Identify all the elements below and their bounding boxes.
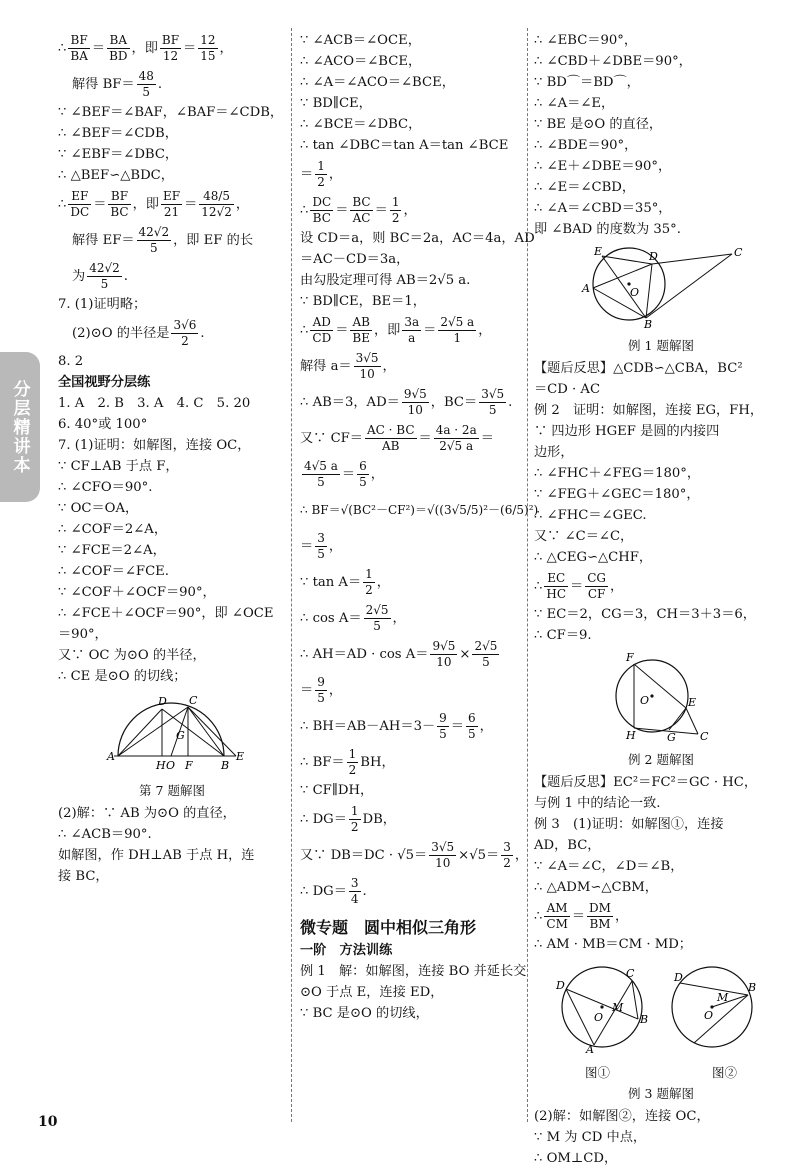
svg-text:D: D <box>674 971 683 984</box>
text-line: ∴ △BEF∽△BDC， <box>58 168 174 183</box>
text-line: (2)解：如解图②，连接 OC， <box>534 1109 710 1124</box>
text-line: ∴ ∠FHC＋∠FEG＝180°， <box>534 466 701 481</box>
equation: 解得 a＝ $\frac{3√5}{10}$ ， <box>300 350 396 381</box>
text-line: ∴ ∠ACO＝∠BCE， <box>300 54 422 69</box>
figure-example-3-diagram <box>534 959 788 1055</box>
text-line: 8. 2 <box>58 354 84 369</box>
subsection-title: 一阶 方法训练 <box>300 943 393 958</box>
text-line: ∴ ∠COF＝2∠A， <box>58 522 168 537</box>
text-line: ∴ CE 是⊙O 的切线； <box>58 669 187 684</box>
text-line: ∵ EC＝2，CG＝3，CH＝3＋3＝6， <box>534 607 756 622</box>
text-line: ∴ AM · MB＝CM · MD； <box>534 937 692 952</box>
figure-example-2 <box>534 650 788 770</box>
text-line: ∵ ∠FCE＝2∠A， <box>58 543 166 558</box>
equation: ∴ $\frac{EF}{DC}$ ＝ $\frac{BF}{BC}$ ，即 $\frac{EF}{21}$ ＝ $\frac{48/5}{12√2}$ ， <box>58 188 250 219</box>
equation: ∴ $\frac{AD}{CD}$ ＝ $\frac{AB}{BE}$ ，即 $\frac{3a}{a}$ ＝ $\frac{2√5 a}{1}$ ， <box>300 314 492 345</box>
figure-example-3 <box>534 959 788 1104</box>
text-line: ∴ ∠E＋∠DBE＝90°， <box>534 159 672 174</box>
svg-text:C: C <box>189 694 198 707</box>
text-line: AD，BC， <box>534 838 601 853</box>
text-line: 与例 1 中的结论一致. <box>534 796 661 811</box>
text-line: ∵ BD∥CE，BE＝1， <box>300 294 426 309</box>
svg-text:D: D <box>649 250 658 263</box>
svg-text:B: B <box>644 318 653 328</box>
text-line: (2)解：∵ AB 为⊙O 的直径， <box>58 806 236 821</box>
text-line: ∴ ∠EBC＝90°， <box>534 33 638 48</box>
svg-text:O: O <box>594 1011 604 1024</box>
text-line: ∵ M 为 CD 中点， <box>534 1130 647 1145</box>
equation: ∴ BH＝AB－AH＝3－ $\frac{9}{5}$ ＝ $\frac{6}{5}$ ， <box>300 710 493 741</box>
svg-text:D: D <box>158 695 167 708</box>
text-line: 又∵ OC 为⊙O 的半径， <box>58 648 206 663</box>
equation: ∴ BF＝√(BC²－CF²)＝√((3√5/5)²－(6/5)²) <box>300 502 539 517</box>
equation: ∴ DG＝ $\frac{3}{4}$ . <box>300 875 367 906</box>
text-line: ∴ CF＝9. <box>534 628 592 643</box>
text-line: ∴ ∠CFO＝90°. <box>58 480 153 495</box>
text-line: ∵ ∠BEF＝∠BAF，∠BAF＝∠CDB， <box>58 105 284 120</box>
figure-caption: 例 1 题解图 <box>628 338 694 353</box>
column-divider <box>291 28 292 1122</box>
column-3 <box>534 30 788 1169</box>
figure-caption: 第 7 题解图 <box>139 783 205 798</box>
figure-example-1-diagram <box>534 244 788 328</box>
equation: 又∵ DB＝DC · √5＝ $\frac{3√5}{10}$ ×√5＝ $\frac{3}{2}$ ， <box>300 839 529 870</box>
text-line: ∴ tan ∠DBC＝tan A＝tan ∠BCE <box>300 138 509 153</box>
text-line: ＝AC－CD＝3a， <box>300 252 410 267</box>
svg-text:O: O <box>166 759 176 772</box>
text-line: 6. 40°或 100° <box>58 417 148 432</box>
svg-text:M: M <box>612 1001 624 1014</box>
text-line: 例 1 解：如解图，连接 BO 并延长交 <box>300 964 527 979</box>
page-number: 10 <box>38 1114 58 1130</box>
svg-text:F: F <box>185 759 193 772</box>
text-line: 【题后反思】△CDB∽△CBA，BC² <box>534 361 743 376</box>
svg-text:O: O <box>704 1009 714 1022</box>
svg-text:B: B <box>748 981 757 994</box>
text-line: ∴ ∠A＝∠ACO＝∠BCE， <box>300 75 455 90</box>
text-line: 设 CD＝a，则 BC＝2a，AC＝4a，AD <box>300 231 535 246</box>
figure-example-1 <box>534 244 788 356</box>
text-line: 1. A 2. B 3. A 4. C 5. 20 <box>58 396 251 411</box>
text-line: ∴ ∠CBD＋∠DBE＝90°， <box>534 54 692 69</box>
svg-text:A: A <box>107 750 115 763</box>
equation: (2)⊙O 的半径是 $\frac{3√6}{2}$ . <box>72 317 205 348</box>
text-line: ∵ ∠A＝∠C，∠D＝∠B， <box>534 859 684 874</box>
equation: ＝ $\frac{3}{5}$ ， <box>300 530 343 561</box>
text-line: ∴ ∠A＝∠CBD＝35°， <box>534 201 672 216</box>
column-1 <box>58 30 286 887</box>
figure-subcaption-2: 图② <box>711 1065 737 1080</box>
text-line: ∵ 四边形 HGEF 是圆的内接四 <box>534 424 720 439</box>
text-line: 【题后反思】EC²＝FC²＝GC · HC， <box>534 775 758 790</box>
svg-text:H: H <box>156 759 166 772</box>
text-line: ∴ OM⊥CD， <box>534 1151 618 1166</box>
text-line: 例 2 证明：如解图，连接 EG，FH， <box>534 403 764 418</box>
text-line: ∴ ∠A＝∠E， <box>534 96 615 111</box>
svg-text:E: E <box>594 245 603 258</box>
equation: ∴ DG＝ $\frac{1}{2}$ DB， <box>300 803 396 834</box>
text-line: ＝90°， <box>58 627 108 642</box>
equation: ∴ $\frac{AM}{CM}$ ＝ $\frac{DM}{BM}$ ， <box>534 900 629 931</box>
text-line: ∵ BD∥CE， <box>300 96 372 111</box>
text-line: ∵ ∠FEG＋∠GEC＝180°， <box>534 487 700 502</box>
text-line: ∵ BC 是⊙O 的切线， <box>300 1006 429 1021</box>
svg-text:B: B <box>221 759 230 772</box>
text-line: ∴ ∠FCE＋∠OCF＝90°，即 ∠OCE <box>58 606 274 621</box>
equation: ∴ $\frac{BF}{BA}$ ＝ $\frac{BA}{BD}$ ，即 $\frac{BF}{12}$ ＝ $\frac{12}{15}$ ， <box>58 32 233 63</box>
svg-text:C: C <box>734 246 743 259</box>
text-line: ∴ ∠BDE＝90°， <box>534 138 638 153</box>
svg-text:C: C <box>700 730 709 742</box>
svg-text:A: A <box>586 1043 594 1055</box>
column-2 <box>300 30 539 1024</box>
text-line: ∴ ∠E＝∠CBD， <box>534 180 636 195</box>
text-line: 7. (1)证明：如解图，连接 OC， <box>58 438 251 453</box>
equation: 又∵ CF＝ $\frac{AC \cdot BC}{AB}$ ＝ $\frac{4a \cdot 2a}{2√5 a}$ ＝ <box>300 422 494 453</box>
figure-subcaption-1: 图① <box>584 1065 610 1080</box>
text-line: 由勾股定理可得 AB＝2√5 a. <box>300 273 471 288</box>
text-line: ∴ ∠BEF＝∠CDB， <box>58 126 178 141</box>
text-line: ∵ BD⌒＝BD⌒， <box>534 75 640 90</box>
equation: $\frac{4√5 a}{5}$ ＝ $\frac{6}{5}$ ， <box>304 458 384 489</box>
text-line: 例 3 (1)证明：如解图①，连接 <box>534 817 724 832</box>
svg-text:H: H <box>626 729 636 742</box>
section-heading: 全国视野分层练 <box>58 375 151 390</box>
equation: ∴ $\frac{DC}{BC}$ ＝ $\frac{BC}{AC}$ ＝ $\frac{1}{2}$ ， <box>300 194 417 225</box>
text-line: ∴ ∠BCE＝∠DBC， <box>300 117 422 132</box>
side-tab-label: 分层精讲本 <box>9 379 30 475</box>
equation: 解得 BF＝ $\frac{48}{5}$ . <box>72 68 163 99</box>
equation: ∴ $\frac{EC}{HC}$ ＝ $\frac{CG}{CF}$ ， <box>534 570 624 601</box>
text-line: 即 ∠BAD 的度数为 35°. <box>534 222 681 237</box>
figure-example-2-diagram <box>534 650 788 742</box>
figure-caption: 例 2 题解图 <box>628 752 694 767</box>
equation: ＝ $\frac{9}{5}$ ， <box>300 674 343 705</box>
figure-7-diagram <box>58 691 286 773</box>
svg-text:C: C <box>626 967 635 980</box>
svg-text:M: M <box>717 991 729 1004</box>
text-line: 接 BC， <box>58 869 109 884</box>
figure-caption: 例 3 题解图 <box>628 1086 694 1101</box>
equation: ∵ tan A＝ $\frac{1}{2}$ ， <box>300 566 390 597</box>
text-line: ∵ ∠ACB＝∠OCE， <box>300 33 421 48</box>
svg-text:G: G <box>667 731 676 742</box>
text-line: ∵ ∠EBF＝∠DBC， <box>58 147 179 162</box>
equation: ∴ BF＝ $\frac{1}{2}$ BH， <box>300 746 395 777</box>
svg-text:F: F <box>626 651 634 664</box>
text-line: ∵ OC＝OA， <box>58 501 139 516</box>
equation: ∴ AH＝AD · cos A＝ $\frac{9√5}{10}$ × $\frac{2√5}{5}$ <box>300 638 498 669</box>
svg-text:O: O <box>640 694 650 707</box>
side-tab <box>0 352 40 502</box>
text-line: 又∵ ∠C＝∠C， <box>534 529 634 544</box>
svg-text:G: G <box>176 729 185 742</box>
text-line: ＝CD · AC <box>534 382 601 397</box>
svg-text:A: A <box>582 282 590 295</box>
text-line: 如解图，作 DH⊥AB 于点 H，连 <box>58 848 255 863</box>
equation: ∴ cos A＝ $\frac{2√5}{5}$ ， <box>300 602 406 633</box>
svg-text:E: E <box>236 750 245 763</box>
text-line: ⊙O 于点 E，连接 ED， <box>300 985 444 1000</box>
equation: ∴ AB＝3，AD＝ $\frac{9√5}{10}$ ，BC＝ $\frac{3√5}{5}$ . <box>300 386 513 417</box>
svg-text:O: O <box>630 286 640 299</box>
section-title: 微专题 圆中相似三角形 <box>300 918 477 937</box>
text-line: ∴ △CEG∽△CHF， <box>534 550 653 565</box>
column-divider <box>527 28 528 1122</box>
text-line: ∴ ∠COF＝∠FCE. <box>58 564 169 579</box>
svg-text:D: D <box>556 979 565 992</box>
text-line: ∵ ∠COF＋∠OCF＝90°， <box>58 585 216 600</box>
text-line: ∵ CF∥DH， <box>300 783 374 798</box>
equation: 为 $\frac{42√2}{5}$ . <box>72 260 128 291</box>
svg-text:E: E <box>688 696 697 709</box>
text-line: ∴ ∠FHC＝∠GEC. <box>534 508 647 523</box>
text-line: ∴ △ADM∽△CBM， <box>534 880 658 895</box>
equation: ＝ $\frac{1}{2}$ ， <box>300 158 343 189</box>
svg-text:B: B <box>640 1013 649 1026</box>
text-line: ∵ BE 是⊙O 的直径， <box>534 117 663 132</box>
text-line: 7. (1)证明略； <box>58 297 147 312</box>
text-line: 边形， <box>534 445 574 460</box>
equation: 解得 EF＝ $\frac{42√2}{5}$ ，即 EF 的长 <box>72 224 254 255</box>
text-line: ∵ CF⊥AB 于点 F， <box>58 459 179 474</box>
text-line: ∴ ∠ACB＝90°. <box>58 827 152 842</box>
figure-7 <box>58 691 286 801</box>
